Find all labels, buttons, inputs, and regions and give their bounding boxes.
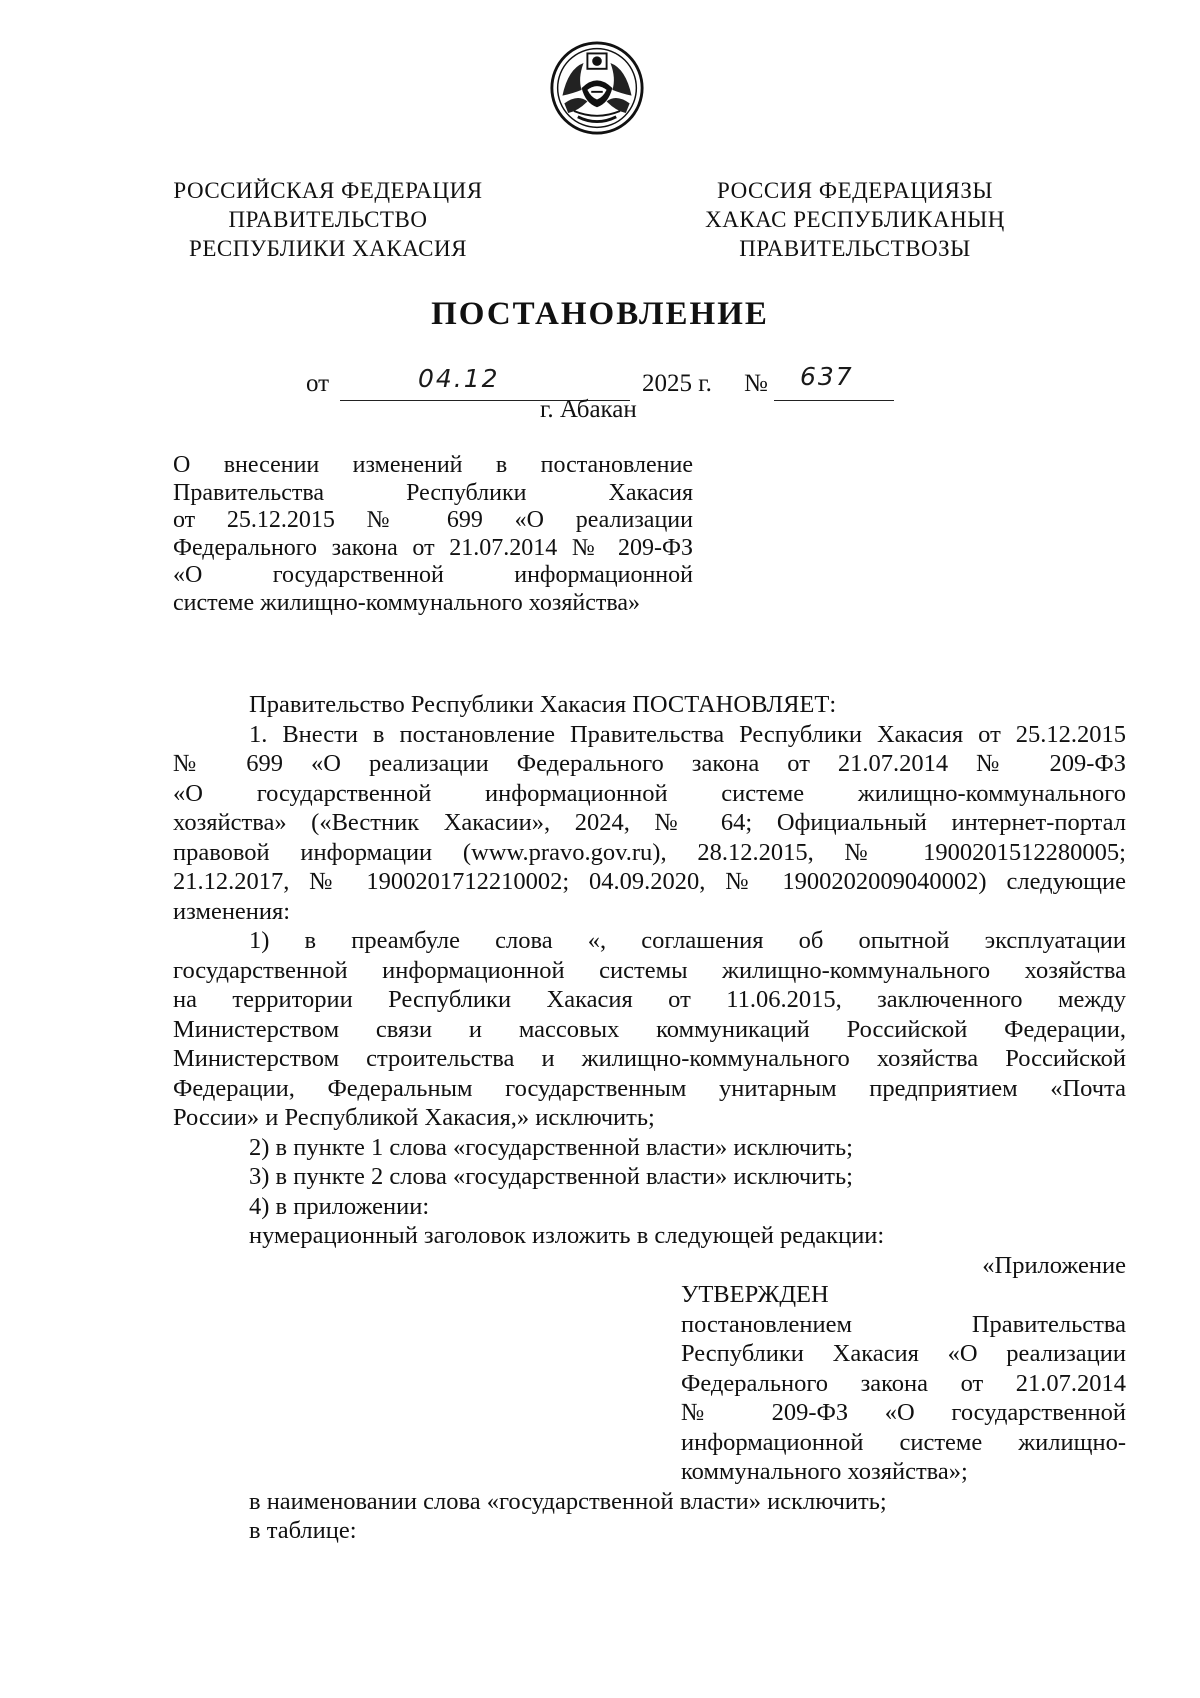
naming-line: в наименовании слова «государственной власти» исключить; — [249, 1487, 887, 1515]
number-label: № — [744, 370, 768, 397]
subject-line: «О государственной информационной — [173, 562, 693, 588]
handwritten-number: 637 — [800, 362, 854, 391]
appendix-label: «Приложение — [982, 1251, 1126, 1279]
item-2: 2) в пункте 1 слова «государственной власти» исключить; — [249, 1133, 853, 1161]
item-3: 3) в пункте 2 слова «государственной власти» исключить; — [249, 1163, 853, 1190]
header-right-khakas — [645, 176, 1065, 263]
header-left-line: ПРАВИТЕЛЬСТВО — [228, 207, 428, 232]
item-1-line: России» и Республикой Хакасия,» исключить; — [173, 1104, 655, 1131]
subject-block — [173, 452, 693, 617]
subject-line: системе жилищно-коммунального хозяйства» — [173, 589, 641, 616]
document-title: ПОСТАНОВЛЕНИЕ — [431, 296, 769, 332]
paragraph-1-line: изменения: — [173, 897, 291, 925]
coat-of-arms-emblem — [549, 40, 645, 136]
from-label: от — [306, 370, 330, 397]
document-body — [173, 690, 1126, 1546]
subject-line: Правительства Республики Хакасия — [173, 479, 693, 506]
handwritten-date: 04.12 — [418, 364, 500, 393]
item-1-line: на территории Республики Хакасия от 11.06.2015, заключенного между — [173, 986, 1126, 1013]
approval-block — [681, 1280, 1126, 1487]
paragraph-1-line: 1. Внести в постановление Правительства Республики Хакасия от 25.12.2015 — [249, 720, 1126, 748]
subject-line: от 25.12.2015 № 699 «О реализации — [173, 507, 693, 533]
item-1-line: Федерации, Федеральным государственным унитарным предприятием «Почта — [173, 1074, 1126, 1102]
paragraph-1-line: «О государственной информационной системе жилищно-коммунального — [173, 779, 1126, 807]
item-1-line: Министерством связи и массовых коммуникаций Российской Федерации, — [173, 1015, 1126, 1043]
item-4: 4) в приложении: — [249, 1192, 430, 1220]
city-label: г. Абакан — [540, 396, 637, 423]
header-right-line: ПРАВИТЕЛЬСТВОЗЫ — [739, 236, 971, 261]
year-label: 2025 г. — [642, 370, 712, 397]
paragraph-1-line: правовой информации (www.pravo.gov.ru), 28.12.2015, № 1900201512280005; — [173, 838, 1126, 866]
approved-heading: УТВЕРЖДЕН — [681, 1281, 829, 1308]
header-right-line: ХАКАС РЕСПУБЛИКАНЫҢ — [705, 207, 1005, 232]
item-1-line: 1) в преамбуле слова «, соглашения об опытной эксплуатации — [249, 927, 1126, 954]
header-left-line: РЕСПУБЛИКИ ХАКАСИЯ — [189, 236, 467, 261]
approved-line: информационной системе жилищно- — [681, 1428, 1126, 1456]
approved-line: Республики Хакасия «О реализации — [681, 1340, 1126, 1367]
approved-line: № 209-ФЗ «О государственной — [681, 1399, 1126, 1426]
approved-line: постановлением Правительства — [681, 1310, 1126, 1338]
approved-line: коммунального хозяйства»; — [681, 1458, 968, 1485]
paragraph-1-line: 21.12.2017, № 1900201712210002; 04.09.2020, № 1900202009040002) следующие — [173, 868, 1126, 895]
subject-line: О внесении изменений в постановление — [173, 452, 693, 478]
paragraph-1-line: хозяйства» («Вестник Хакасии», 2024, № 64; Официальный интернет-портал — [173, 809, 1126, 836]
header-right-line: РОССИЯ ФЕДЕРАЦИЯЗЫ — [717, 178, 993, 203]
table-line: в таблице: — [249, 1517, 357, 1544]
intro-line: Правительство Республики Хакасия ПОСТАНОВЛЯЕТ: — [249, 691, 837, 718]
subject-line: Федерального закона от 21.07.2014 № 209-ФЗ — [173, 534, 693, 561]
paragraph-1-line: № 699 «О реализации Федерального закона от 21.07.2014 № 209-ФЗ — [173, 750, 1126, 777]
approved-line: Федерального закона от 21.07.2014 — [681, 1369, 1126, 1397]
item-1-line: государственной информационной системы жилищно-коммунального хозяйства — [173, 956, 1126, 984]
numbering-line: нумерационный заголовок изложить в следующей редакции: — [249, 1222, 885, 1249]
header-left-russian — [118, 176, 538, 263]
item-1-line: Министерством строительства и жилищно-коммунального хозяйства Российской — [173, 1045, 1126, 1072]
header-left-line: РОССИЙСКАЯ ФЕДЕРАЦИЯ — [173, 178, 483, 203]
